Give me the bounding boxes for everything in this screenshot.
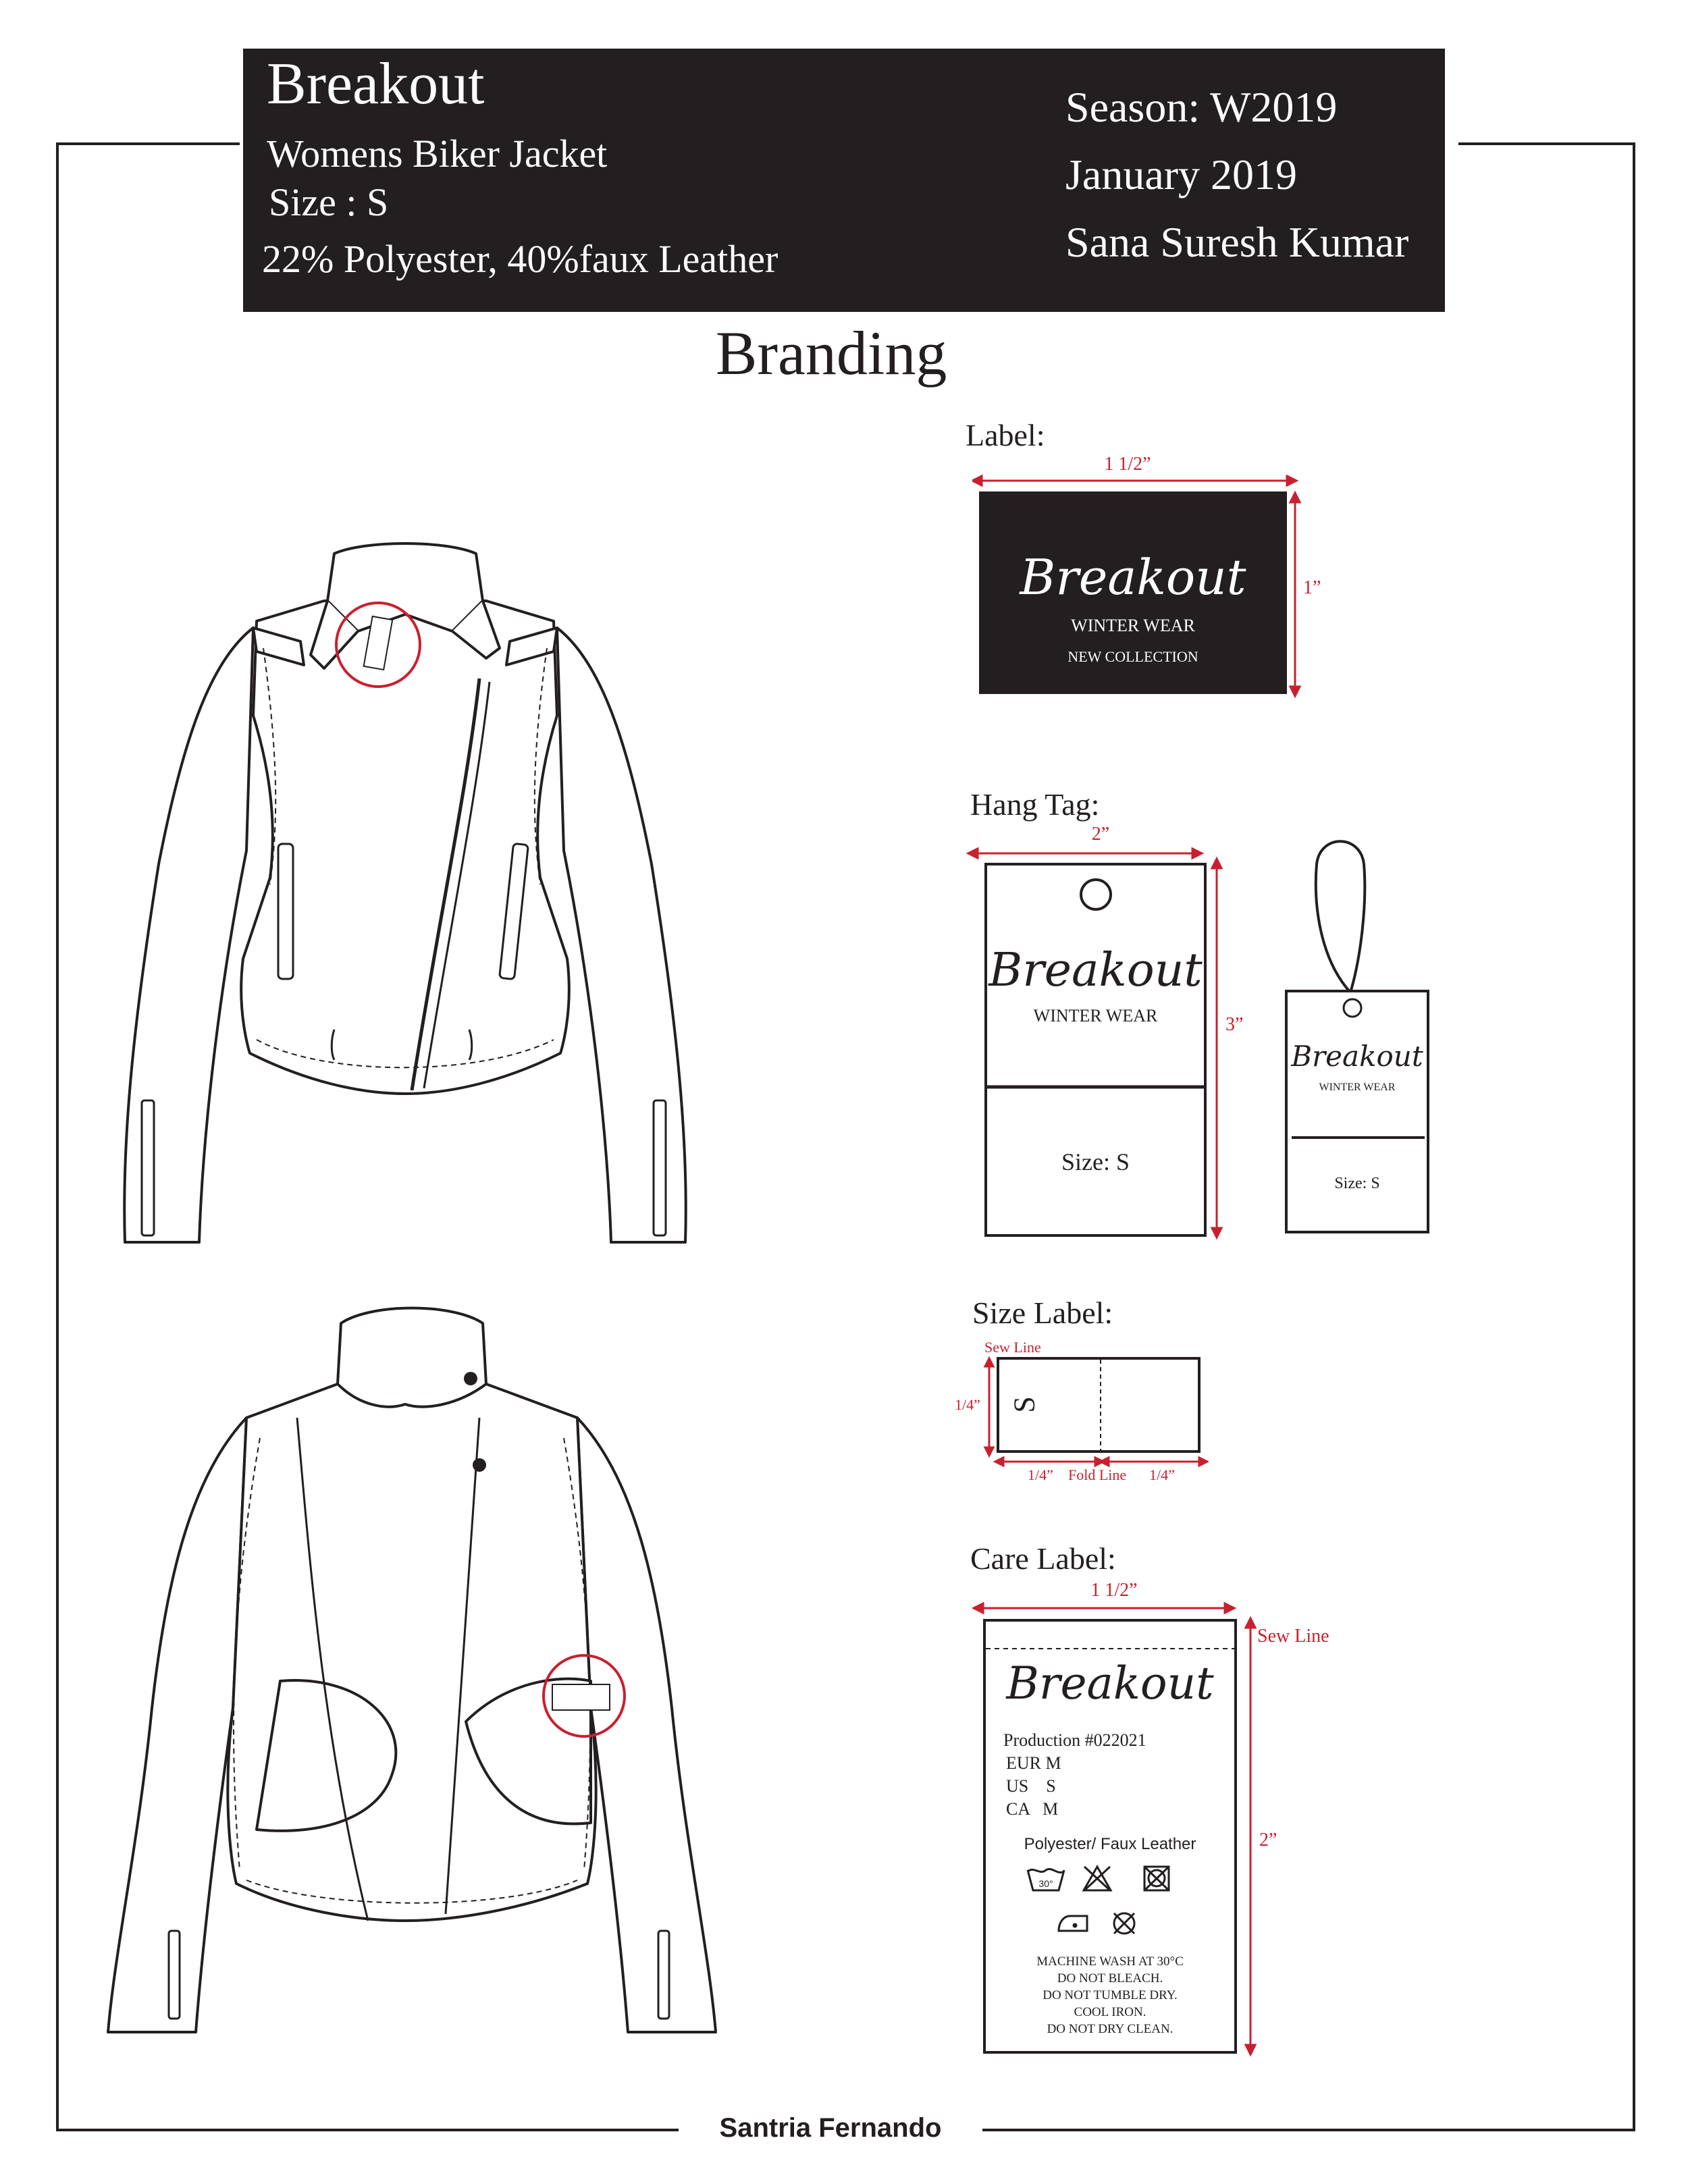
- size-label-right-dimension: 1/4”: [1149, 1466, 1175, 1483]
- size-label-left-dimension: 1/4”: [1028, 1466, 1053, 1483]
- product-name: Womens Biker Jacket: [267, 132, 608, 176]
- care-label-heading: Care Label:: [970, 1541, 1116, 1576]
- footer-author: Santria Fernando: [719, 2113, 942, 2143]
- size-label-heading: Size Label:: [972, 1296, 1113, 1330]
- care-material: Polyester/ Faux Leather: [1024, 1835, 1196, 1853]
- label-width-dimension: 1 1/2”: [1104, 454, 1151, 475]
- care-instructions: [984, 1953, 1236, 2037]
- care-instruction-2: DO NOT BLEACH.: [1057, 1971, 1163, 1986]
- care-size-ca: CA M: [1006, 1799, 1059, 1819]
- size-label-letter: S: [1007, 1396, 1041, 1413]
- brand-label: [979, 491, 1287, 694]
- hang-tag-brand-text: Breakout: [988, 944, 1203, 997]
- care-size-us: US S: [1006, 1776, 1056, 1796]
- care-instruction-4: COOL IRON.: [1074, 2005, 1146, 2019]
- size-label-height-dimension: 1/4”: [955, 1396, 980, 1413]
- care-instruction-5: DO NOT DRY CLEAN.: [1047, 2022, 1173, 2036]
- wash-temp-text: 30°: [1038, 1878, 1053, 1889]
- hang-tag-width-dimension: 2”: [1091, 824, 1110, 845]
- title-block: [243, 49, 1445, 312]
- care-instruction-3: DO NOT TUMBLE DRY.: [1043, 1988, 1178, 2002]
- designer-name: Sana Suresh Kumar: [1065, 218, 1409, 266]
- care-label-width-dimension: 1 1/2”: [1090, 1580, 1138, 1601]
- small-tag-subtitle: WINTER WEAR: [1319, 1082, 1396, 1093]
- hang-tag-height-dimension: 3”: [1225, 1014, 1244, 1035]
- label-line-2: NEW COLLECTION: [1067, 648, 1198, 665]
- care-label-height-dimension: 2”: [1259, 1830, 1277, 1850]
- care-label-sew-line: Sew Line: [1257, 1626, 1329, 1647]
- no-tumble-dry-icon: [1144, 1867, 1169, 1890]
- care-size-eur: EUR M: [1006, 1753, 1061, 1773]
- label-line-1: WINTER WEAR: [1071, 616, 1195, 635]
- small-tag-size: Size: S: [1334, 1175, 1380, 1192]
- jacket-back-sketch: [101, 1303, 743, 2079]
- hang-tag-size: Size: S: [1061, 1148, 1130, 1175]
- small-tag-brand-text: Breakout: [1291, 1040, 1423, 1073]
- care-production-number: Production #022021: [1003, 1730, 1146, 1750]
- care-label-brand-text: Breakout: [1006, 1657, 1214, 1709]
- page-title: Branding: [716, 319, 947, 388]
- date: January 2019: [1065, 151, 1298, 198]
- care-instruction-1: MACHINE WASH AT 30°C: [1036, 1954, 1184, 1969]
- jacket-front-sketch: [101, 540, 709, 1283]
- product-size: Size : S: [269, 180, 389, 224]
- hang-tag-heading: Hang Tag:: [970, 787, 1100, 822]
- label-heading: Label:: [966, 418, 1045, 452]
- hang-tag-subtitle: WINTER WEAR: [1033, 1006, 1158, 1026]
- size-label-fold-line: Fold Line: [1068, 1466, 1127, 1483]
- fabric-composition: 22% Polyester, 40%faux Leather: [262, 237, 779, 281]
- size-label-sew-line: Sew Line: [984, 1339, 1041, 1356]
- brand-title: Breakout: [267, 51, 485, 117]
- label-brand-text: Breakout: [1020, 549, 1246, 606]
- label-height-dimension: 1”: [1303, 577, 1321, 598]
- season: Season: W2019: [1065, 83, 1338, 131]
